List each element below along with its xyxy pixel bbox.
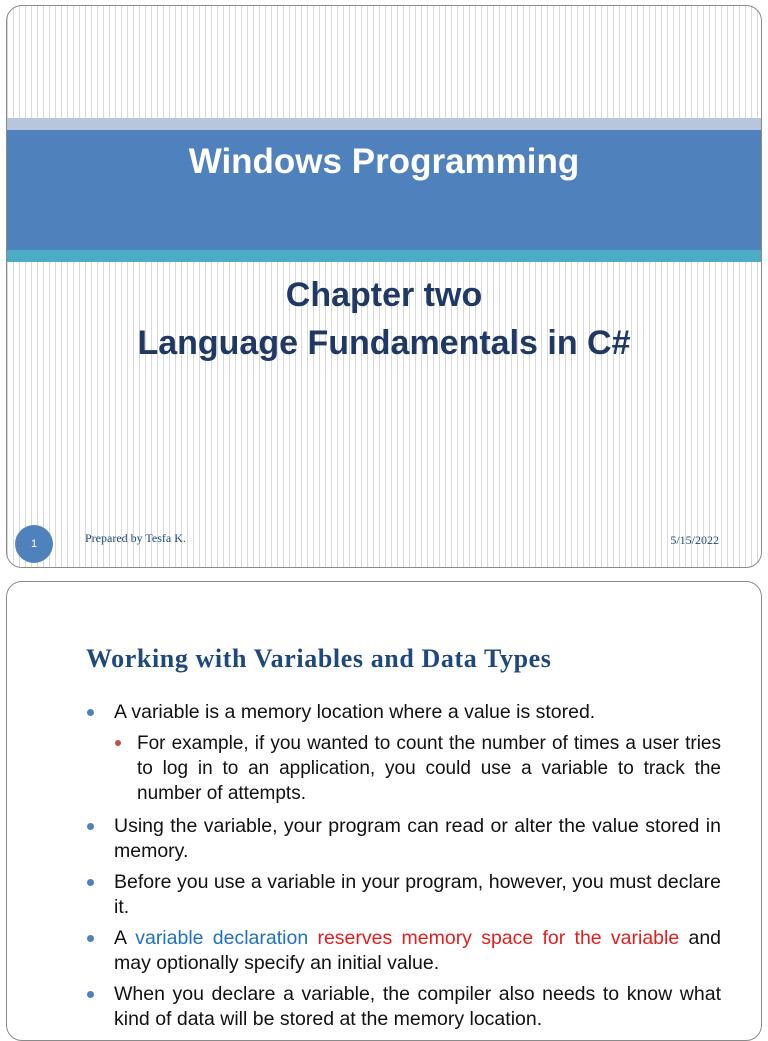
- bullet-prefix: A: [114, 927, 126, 949]
- bullet-item: [7, 814, 761, 864]
- highlight-variable-declaration: variable declaration: [135, 927, 309, 949]
- presentation-title: Windows Programming: [188, 142, 580, 181]
- bullet-text: For example, if you wanted to count the number of times a user tries to log in to an application, you could use a variable to track the number of attempts.: [137, 733, 721, 804]
- bullet-item: [7, 870, 761, 920]
- sub-bullet-icon: [115, 740, 121, 746]
- slide-heading: Working with Variables and Data Types: [86, 644, 552, 673]
- bullet-text: Before you use a variable in your program, however, you must declare it.: [114, 871, 721, 918]
- bullet-icon: [87, 879, 94, 886]
- title-band-accent: [7, 250, 761, 262]
- bullet-suffix: and may optionally specify an initial value.: [114, 927, 722, 974]
- bullet-text: A variable is a memory location where a value is stored.: [114, 701, 596, 723]
- title-slide: [6, 5, 762, 568]
- bullet-text: Using the variable, your program can read or alter the value stored in memory.: [114, 815, 721, 862]
- bullet-item: [7, 982, 761, 1032]
- sub-bullet-item: [7, 731, 761, 806]
- slide-number-badge: 1: [15, 525, 53, 563]
- title-band-light: [7, 118, 761, 130]
- chapter-subtitle: Language Fundamentals in C#: [137, 324, 631, 362]
- highlight-reserves-memory: reserves memory space for the variable: [317, 927, 680, 949]
- bullet-list: [7, 700, 761, 1038]
- footer-author: Prepared by Tesfa K.: [85, 531, 186, 545]
- bullet-icon: [87, 991, 94, 998]
- chapter-title: Chapter two: [285, 276, 483, 314]
- bullet-icon: [87, 709, 94, 716]
- bullet-text: When you declare a variable, the compiler also needs to know what kind of data will be stored at the memory location.: [114, 983, 721, 1030]
- bullet-item: [7, 926, 761, 976]
- bullet-item: [7, 700, 761, 725]
- footer-date: 5/15/2022: [670, 533, 719, 547]
- content-slide: [6, 581, 762, 1041]
- bullet-icon: [87, 935, 94, 942]
- bullet-icon: [87, 823, 94, 830]
